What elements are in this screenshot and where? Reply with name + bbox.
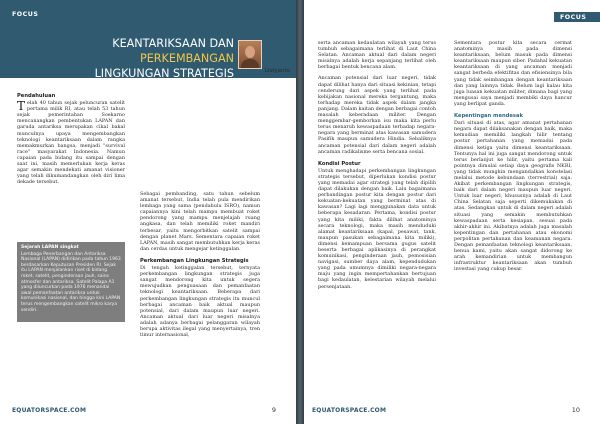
section-heading-posture: Kondisi Postur xyxy=(318,160,361,167)
section-tag: FOCUS xyxy=(560,14,587,21)
left-page xyxy=(0,0,296,424)
footer-website[interactable]: EQUATORSPACE.COM xyxy=(12,407,87,414)
section-heading-urgent: Kepentingan mendesak xyxy=(454,113,523,120)
right-column-1 xyxy=(318,40,436,296)
section-tag: FOCUS xyxy=(12,11,39,18)
posture-continued-paragraph: Sementara postur kita secara cermat anatominya masih pada dimensi keantariksaan, belum masuk pada dimensi keantariksaan maupun siber. Padahal kekuatan keantariksaan di yang ancaman menjadi sangat berbeda efektifitas dan efisiensinya bila yang tidak seimbangan dengan keantariksaan dan yang lainnya tidak. Belum lagi kalau kita juga luasan kekuatan militer, dimana bagi yang mengusai saya menjadi membiki daya hancur yang berlipat ganda. xyxy=(454,40,572,107)
author-photo xyxy=(238,40,262,69)
dropcap: T xyxy=(17,99,26,114)
page-number: 10 xyxy=(571,406,580,414)
footer-website[interactable]: EQUATORSPACE.COM xyxy=(312,407,387,414)
history-sidebar xyxy=(17,242,125,322)
title-line-1: KEANTARIKSAAN DAN xyxy=(112,37,234,50)
section-tag-bar xyxy=(554,12,600,22)
spread-gutter xyxy=(296,0,304,424)
left-column-1 xyxy=(17,93,125,191)
author-face xyxy=(245,46,255,58)
comparison-paragraph: Sebagai pembanding, satu tahun sebelum amanat tersebut, India telah pula mendirikan lembaga yang sama (pendahulu ISRO), namun capaiannya kini telah mampu membuat roket pendorong yang mampu menjelajah ruang angkasa, dan telah memiliki roket mandiri terbesar, yaitu mengorbitkan satelit sampai dengan planet Mars. Sementara capaian roket LAPAN, masih sangat membutuhkan kerja keras dan cerdas untuk mengejar ketinggalan. xyxy=(140,191,260,252)
title-banner xyxy=(0,0,296,78)
threat-paragraph-1: serta ancaman kedaulatan wilayah yang terus tumbuh sebagaimana terlihat di Laut China Selatan. Ancaman aktual dari dalam negeri misalnya adalah kerja sepanjang terlihat oleh berbagai bentuk bencana alam. xyxy=(318,40,436,71)
author-body xyxy=(241,59,259,69)
section-heading-intro: Pendahuluan xyxy=(17,93,56,99)
sidebar-text: Lembaga Penerbangan dan Antariksa Nasional (LAPAN) didirikan pada tahun 1963 berdasarkan Keputusan Presiden RI. Sejak itu LAPAN menjalankan riset di bidang roket, satelit, penginderaan jauh, sains atmosfer dan antariksa. Satelit Palapa A1 yang diluncurkan pada 1976 menandai awal pemanfaatan antariksa untuk komunikasi nasional, dan hingga kini LAPAN terus mengembangkan satelit mikro karya sendiri. xyxy=(21,251,121,313)
article-title xyxy=(95,36,234,81)
title-line-3: LINGKUNGAN STRATEGIS xyxy=(94,67,234,80)
left-column-2 xyxy=(140,191,260,344)
intro-text: elah 40 tahun sejak peluncuran satelit pertama milik RI, atau telah 53 tahun sejak pemerintahan Soekarno mencanangkan pembentukan LAPAN dan garuda antariksa merupakan cikal bakal munculnya upaya mengembangkan teknologi keantariksaan dalam rangka memakmurkan bangsa, menjadi "survival race" masyarakat Indonesia. Namun capaian pada bidang itu sampai dengan saat ini, masih memerlukan kerja keras agar semakin mendekati amanat visioner yang telah dikumandangkan oleh diri lima dekade tersebut. xyxy=(17,100,125,186)
section-heading-strategic: Perkembangan Lingkungan Strategis xyxy=(140,257,249,264)
page-number: 9 xyxy=(271,406,276,414)
threat-paragraph-2: Ancaman potensial dari luar negeri, tidak dapat dilihat hanya dari situasi kekinian, tetapi cenderung dari aspek yang terlihat pada kebijakan nasional mereka tergantung, maka terhadap mereka tidak aspek dalam jangka panjang. Dalam kaitan dengan berbagai contoh masalah keberadaan militer. Dengan menggembar-gemborkan isu maka kita perlu terus menaruh kewaspadaan terhadap negara-negara yang berminat atas kawasan samudera Pasifik maupun samudera Hindia. Sebaliknya ancaman potensial dari dalam negeri adalah ancaman radikalisme serta bencana sosial. xyxy=(318,75,436,155)
intro-paragraph xyxy=(17,100,125,185)
title-line-2: PERKEMBANGAN xyxy=(139,52,234,65)
posture-paragraph: Untuk menghadapi perkembangan lingkungan strategis tersebut, diperlukan kondisi postur yang memadai agar strategi yang telah dipilih dapat dilakukan dengan baik. Lalu bagaimana perbandingan postur kita dengan postur dari kekuatan-kekuatan yang berminat atas di kawasan? Lagi lagi menggunakan data untuk beberapa kesadaran. Pertama, kondisi postur yang kita miliki, fakta dilihat anatominya secara teknologi, maka masih menduduki alamat keantariksaan (kapal, pesawat, tank, maupun pasukan sebagaimana kita miliki), dimensi kemampuan bersama gugus satelit beserta berbagai aplikasinya di perangkat komunikasi, penginderaan jauh, pemosisian navigasi, sumber daya alam, kependudukan yang pada umumnya dimiliki negara-negara maju yang ingin mempertahankan bertujuan bagi kedaulatan, kelestarian wilayah melalui persenjataan. xyxy=(318,167,436,290)
right-column-2 xyxy=(454,40,572,278)
author-name: Listyanto xyxy=(264,68,290,74)
strategic-paragraph: Di tengah ketinggalan tersebut, ternyata perkembangan lingkungan strategis juga sangat mendorong kita untuk segera mewujudkan penguasaan dan pemanfaatan teknologi keantariksaan. Beberapa dari perkembangan lingkungan strategis itu muncul berbagai ancaman baik aktual maupun potensial, dari dalam maupun luar negeri. Ancaman aktual dari luar negeri misalnya adalah adanya berbagai pelanggaran wilayah berupa aktivitas ilegal yang menyertainya, tren timur internasional, xyxy=(140,265,260,339)
urgent-paragraph: Dari situasi di atas, agar amanat pertahanan negara dapat dilaksanakan dengan baik, maka kemudian memiliki langkah hilir tentang postur pertahanan yang memadai pada dimensi ketiga yaitu dimensi keantariksaan. Tentunya hal ini juga sangat mendorong untuk terus berlanjut ke hilir, yaitu pertama kali pointnya dimulai setiap daya geografis NKRI, yang tidak mungkin mengandalkan konstelasi melalui metode kebundaan (terrestrial) saja. Akibat perkembangan lingkungan strategis, baik dari dalam negeri maupun luar negeri. Untuk luar negeri, khususnya adalah di Laut China Selatan saja seperti dikemukakan di atas. Sedangkan untuk di dalam negeri adalah situasi yang semakin membutuhkan kewaspadaan serta kesiapan, sesuai pada akhir-akhir ini. Akibatnya adalah juga masalah kepentingan dan pertahanan atau ekonomi perpolitan pertahanan dan keamanan negara. Dengan pemanfaatan teknologi keantariksaan, benua kami, yaitu akan sangat didorong ke arah kemandirian untuk membangun infrastruktur keantariksaan akan tumbuh investasi yang cukup besar. xyxy=(454,120,572,273)
sidebar-title: Sejarah LAPAN singkat xyxy=(21,245,79,250)
right-page xyxy=(304,0,600,424)
